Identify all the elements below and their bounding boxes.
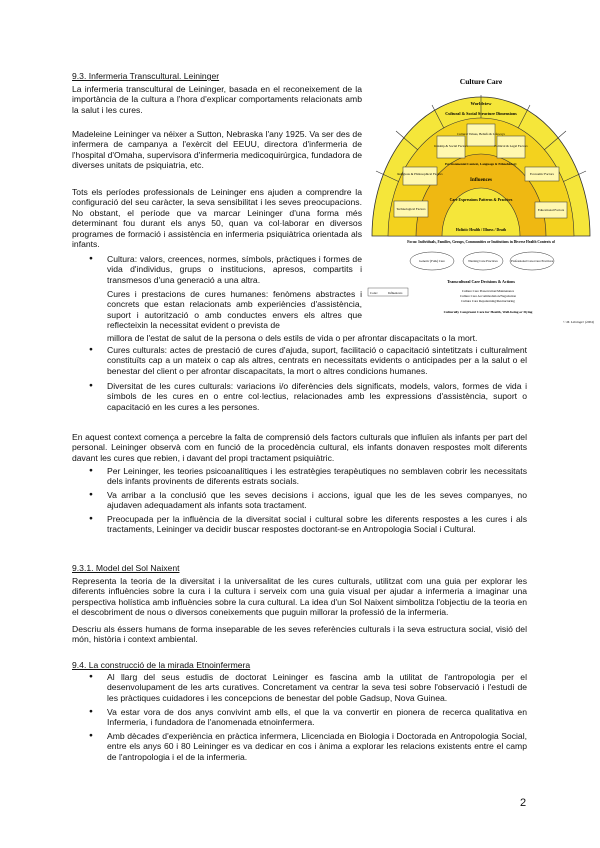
dimensions-label: Cultural & Social Structure Dimensions [445,111,517,116]
list-item: ● Amb dècades d'experiència en pràctica infermera, Llicenciada en Biologia i Doctorada en Antropologia Social, entre els anys 60 i 80 Leininger es va dedicar en cos i ànima a explorar les relacions existents entre el camp de l'antropologia i el de la infermeria. [107,731,527,762]
factor-label: Technological Factors [396,207,426,211]
section-heading-9-3: 9.3. Infermeria Transcultural. Leininger [72,71,220,81]
holistic-label: Holistic Health / Illness / Death [455,228,507,232]
list-item-continuation: millora de l'estat de salut de la persona o dels estils de vida o per afrontar discapacitats o la mort. [107,333,478,343]
list-item: ● Cultura: valors, creences, normes, símbols, pràctiques i formes de vida d'individus, grups o institucions, apresos, compartits i transmesos d'una generació a una altra. [107,254,362,285]
figure-title: Culture Care [459,77,503,86]
list-item: ● Va estar vora de dos anys convivint amb ells, el que la va convertir en pionera de recerca qualitativa en Infermeria, i fundadora de l'anomenada etnoinfermera. [107,707,527,728]
page-number: 2 [520,797,527,809]
context-paragraph: En aquest context comença a percebre la falta de comprensió dels factors culturals que influïen als infants per part del personal. Leininger observà com en funció de la procedència cultural, els infants donaven respostes molt diferents davant les cures que rebien, i davant del propi tractament psiquiàtric. [72,432,527,463]
factor-label: Economic Factors [530,172,554,176]
section-heading-9-4: 9.4. La construcció de la mirada Etnoinfermera [72,660,251,670]
periods-paragraph: Tots els períodes professionals de Leininger ens ajuden a comprendre la configuració del seu caràcter, la seva sensibilitat i les seves preocupacions. No obstant, el període que va marcar Leininger d'una forma més determinant fou durant els anys 50, quan va col·laborar en diversos programes de formació i assistència en infermeria psiquiàtrica orientada als infants. [72,187,362,250]
worldview-label: Worldview [470,101,492,106]
factor-label: Religious & Philosophical Factors [397,172,443,176]
outcome-label: Culturally Congruent Care for Health, Well-being or Dying [443,310,533,314]
list-item: ● Preocupada per la influència de la diversitat social i cultural sobre les diferents respostes a les cures i als tractaments, Leininger va decidir buscar respostes doctorant-se en Antropologia Social i Cultural. [107,514,527,535]
list-item: ● Cures culturals: actes de prestació de cures d'ajuda, suport, facilitació o capacitació sintetitzats i culturalment constituïts cap a un mateix o cap als altres, centrats en necessitats evidents o anticipades per a la salut o el benestar del client o per afrontar discapacitats, la mort o altres condicions humanes. [107,345,527,376]
care-expressions-label: Care Expressions Patterns & Practices [449,198,513,202]
action-label: Culture Care Repatterning/Restructuring [461,299,515,303]
list-item: ● Cures i prestacions de cures humanes: fenòmens abstractes i concrets que estan relacionats amb experiències d'assistència, suport i autorització o amb conductes envers els altres que reflecteixin la necessitat evident o prevista de [107,289,362,331]
sol-naixent-paragraph-2: Descriu als éssers humans de forma inseparable de les seves referències culturals i la seva estructura social, visió del món, història i context ambiental. [72,624,527,645]
environment-label: Environmental Context, Language & Ethnohistory [445,162,517,166]
decisions-label: Transcultural Care Decisions & Actions [447,279,515,284]
factor-label: Cultural Values, Beliefs & Lifeways [457,132,505,136]
bio-paragraph: Madeleine Leininger va néixer a Sutton, Nebraska l'any 1925. Va ser des de infermera de campanya a l'exèrcit del EEUU, directora d'infermeria de l'hospital d'Omaha, supervisora d'infermeria medicoquirúrgica, fundadora de diverses unitats de psiquiatria, etc. [72,129,362,171]
influences-label: Influences [470,178,492,183]
list-item: ● Per Leininger, les teories psicoanalítiques i les estratègies terapèutiques no semblaven cobrir les necessitats dels infants provinents de diferents estrats socials. [107,466,527,487]
factor-label: Kinship & Social Factors [434,144,468,148]
action-label: Culture Care Accommodation/Negotiation [459,294,517,298]
section-heading-9-3-1: 9.3.1. Model del Sol Naixent [72,563,180,573]
intro-paragraph: La infermeria transcultural de Leininger, basada en el reconeixement de la importància de la cultura a l'hora d'explicar comportaments relacionats amb la salut i les cures. [72,84,362,115]
list-item: ● Al llarg del seus estudis de doctorat Leininger es fascina amb la utilitat de l'antropologia per el desenvolupament de les arts curatives. Concretament va centrar la seva tesi sobre l'observació i l'estudi de les pràctiques cuidadores i les concepcions de benestar del poble Gadsup, Nova Guinea. [107,672,527,703]
list-item: ● Va arribar a la conclusió que les seves decisions i accions, igual que les de les seves companyes, no ajudaven adequadament als infants sota tractament. [107,490,527,511]
focus-label: Focus: Individuals, Families, Groups, Communities or Institutions in Diverse Health Contexts of [407,240,555,244]
figure-credit: © M. Leininger (2004) [562,320,594,324]
code-legend-label: Influencers [388,291,403,295]
sunrise-model-figure [366,75,597,329]
action-label: Culture Care Preservation/Maintenance [461,289,515,293]
factor-label: Educational Factors [537,208,565,212]
system-label: Generic (Folk) Care [419,259,445,263]
factor-label: Political & Legal Factors [494,144,528,148]
system-label: Professional Care-Cure Practices [510,259,554,263]
system-label: Nursing Care Practices [468,259,498,263]
factor-box [403,167,437,185]
code-label: Code: [370,291,378,295]
sol-naixent-paragraph: Representa la teoria de la diversitat i la universalitat de les cures culturals, utilitzat com una guia per explorar les diferents influències sobre la cura i la cultura i serveix com una guia visual per ajudar a infermeria a imaginar una perspectiva holística amb influències sobre la cura cultural. La idea d'un Sol Naixent simbolitza l'objectiu de la teoria en el descobriment de nous o diversos coneixements que puguin millorar la professió de la infermeria. [72,576,527,618]
list-item: ● Diversitat de les cures culturals: variacions i/o diferències dels significats, models, valors, formes de vida i símbols de les cures en o entre col·lectius, relacionades amb les expressions d'assistència, suport o capacitació en les cures a les persones. [107,381,527,412]
